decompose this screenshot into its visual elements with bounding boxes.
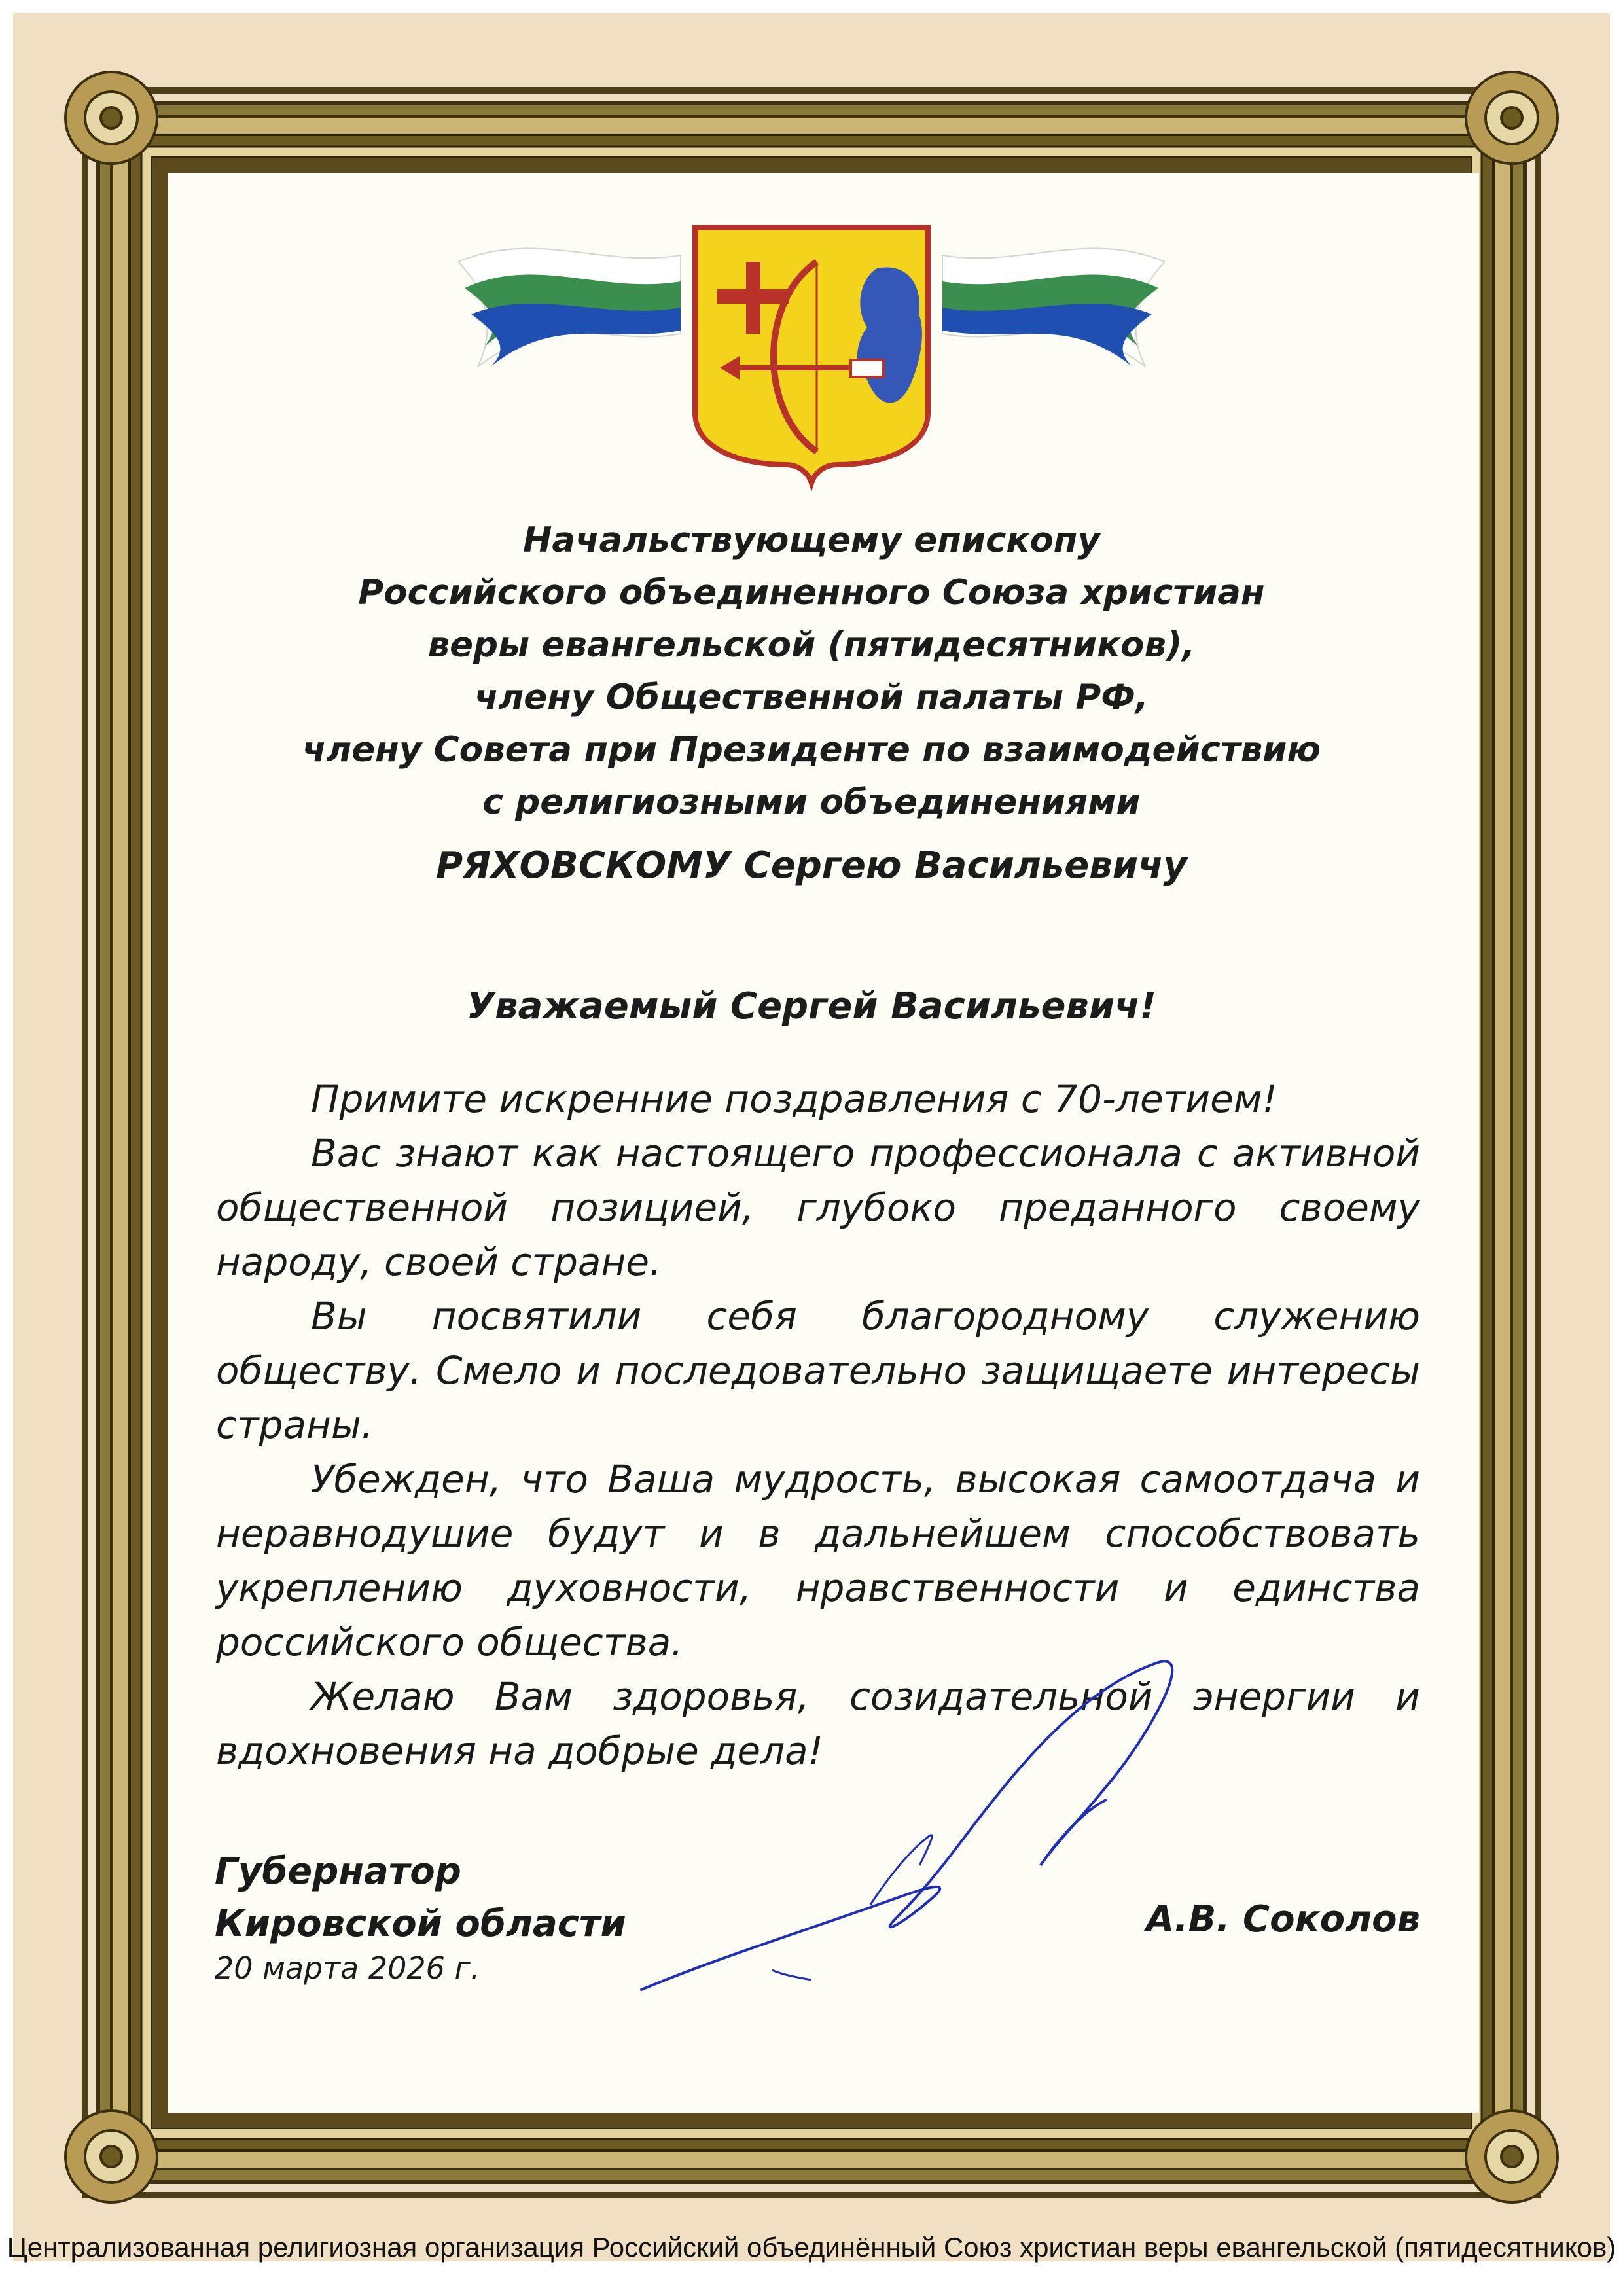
addressee-line-1: Начальствующему епископу — [523, 520, 1100, 560]
flag-ribbon-left — [458, 249, 681, 367]
signer-title-line-1: Губернатор — [215, 1850, 461, 1893]
addressee-line-2: Российского объединенного Союза христиан — [358, 573, 1265, 613]
signer-name: А.В. Соколов — [1145, 1898, 1420, 1941]
addressee-name: РЯХОВСКОМУ Сергею Васильевичу — [436, 844, 1187, 887]
corner-ornament-bottom-right — [1466, 2111, 1558, 2202]
flag-ribbon-right — [942, 249, 1165, 367]
corner-ornament-top-left — [65, 72, 157, 164]
footer-organization: Централизованная религиозная организация Российский объединённый Союз христиан веры евангельской (пятидесятников) — [7, 2232, 1616, 2263]
addressee-line-6: с религиозными объединениями — [482, 782, 1141, 822]
kirov-coat-of-arms-emblem — [458, 216, 1165, 491]
signer-title — [215, 1846, 626, 1950]
letter-date: 20 марта 2026 г. — [215, 1950, 480, 1986]
salutation: Уважаемый Сергей Васильевич! — [466, 985, 1157, 1028]
corner-ornament-top-right — [1466, 72, 1558, 164]
addressee-line-4: члену Общественной палаты РФ, — [474, 677, 1149, 717]
addressee-line-3: веры евангельской (пятидесятников), — [427, 625, 1196, 665]
body-paragraph-3: Вы посвятили себя благородному служению обществу. Смело и последовательно защищаете интересы страны. — [216, 1294, 1420, 1447]
corner-ornament-bottom-left — [65, 2111, 157, 2202]
addressee-line-5: члену Совета при Президенте по взаимодействию — [302, 730, 1321, 770]
body-paragraph-2: Вас знают как настоящего профессионала с активной общественной позицией, глубоко преданного своему народу, своей стране. — [216, 1131, 1420, 1284]
handwritten-signature — [622, 1649, 1211, 2016]
body-paragraph-5: Желаю Вам здоровья, созидательной энергии и вдохновения на добрые дела! — [216, 1674, 1420, 1773]
signer-title-line-2: Кировской области — [215, 1903, 626, 1945]
body-paragraph-1: Примите искренние поздравления с 70-летием! — [311, 1077, 1277, 1121]
body-paragraph-4: Убежден, что Ваша мудрость, высокая самоотдача и неравнодушие будут и в дальнейшем способствовать укреплению духовности, нравственности и единства российского общества. — [216, 1457, 1420, 1664]
